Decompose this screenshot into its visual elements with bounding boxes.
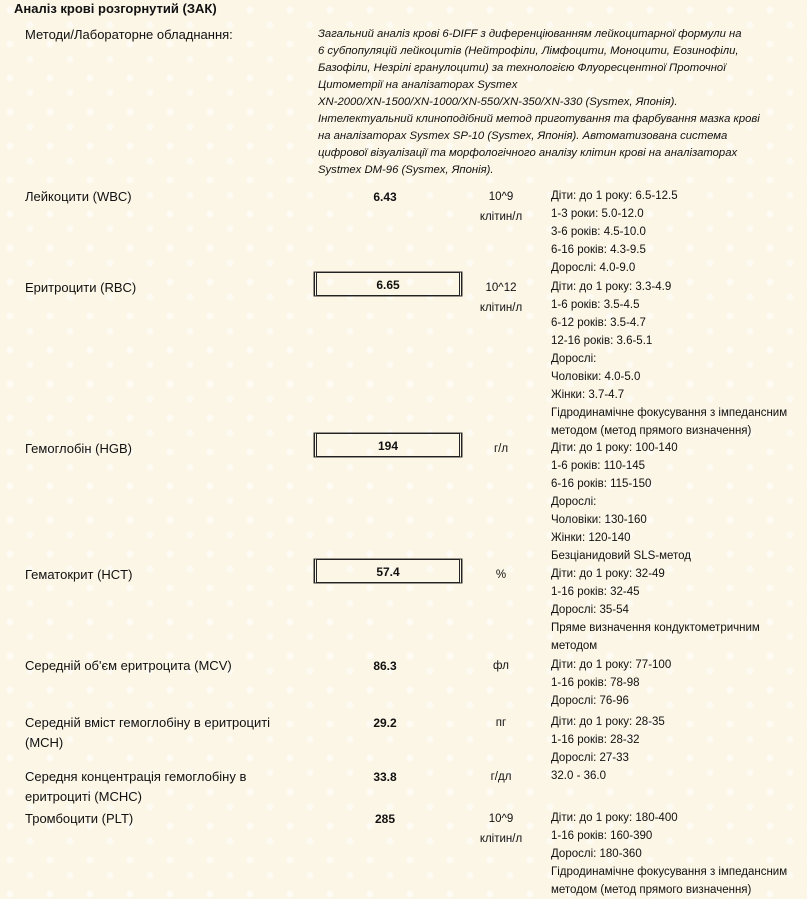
test-name: Еритроцити (RBC)	[25, 280, 137, 295]
reference-line: 1-16 років: 78-98	[551, 677, 640, 689]
reference-line: Пряме визначення кондуктометричним	[551, 622, 760, 634]
reference-line: 1-6 років: 110-145	[551, 460, 646, 472]
methods-description	[318, 26, 798, 179]
methods-line: Systmex DM-96 (Sysmex, Японія).	[318, 164, 494, 176]
reference-line: 1-3 роки: 5.0-12.0	[551, 208, 644, 220]
unit-line: клітин/л	[479, 302, 523, 314]
methods-line: XN-2000/XN-1500/XN-1000/XN-550/XN-350/XN-330 (Sysmex, Японія).	[318, 96, 678, 108]
reference-line: Дорослі: 35-54	[551, 604, 629, 616]
reference-line: Гідродинамічне фокусування з імпедансним	[551, 866, 788, 878]
methods-line: Цитометрії на аналізаторах Sysmex	[318, 79, 518, 91]
reference-line: Жінки: 120-140	[551, 532, 631, 544]
methods-line: Базофіли, Незрілі гранулоцити) за технологією Флуоресцентної Проточної	[318, 62, 726, 74]
methods-label: Методи/Лабораторне обладнання:	[25, 27, 233, 42]
reference-line: 6-16 років: 4.3-9.5	[551, 244, 646, 256]
test-name: Середній вміст гемоглобіну в еритроциті (MCH)	[25, 715, 271, 750]
reference-line: Діти: до 1 року: 180-400	[551, 812, 678, 824]
test-value: 6.43	[373, 190, 397, 204]
methods-line: Інтелектуальний клиноподібний метод приготування та фарбування мазка крові	[318, 113, 760, 125]
reference-line: 1-6 років: 3.5-4.5	[551, 299, 640, 311]
reference-line: Чоловіки: 130-160	[551, 514, 647, 526]
reference-line: Діти: до 1 року: 3.3-4.9	[551, 281, 672, 293]
test-name: Тромбоцити (PLT)	[25, 811, 134, 826]
unit-line: г/л	[493, 443, 509, 455]
test-name: Лейкоцити (WBC)	[25, 189, 132, 204]
reference-line: Жінки: 3.7-4.7	[551, 389, 625, 401]
test-unit	[476, 278, 526, 318]
reference-line: 3-6 років: 4.5-10.0	[551, 226, 646, 238]
test-value-flagged: 6.65	[314, 272, 462, 296]
reference-line: 32.0 - 36.0	[551, 770, 606, 782]
reference-ranges	[551, 565, 806, 655]
reference-line: методом (метод прямого визначення)	[551, 884, 752, 896]
reference-line: Гідродинамічне фокусування з імпедансним	[551, 407, 788, 419]
reference-line: 12-16 років: 3.6-5.1	[551, 335, 653, 347]
methods-line: 6 субпопуляцій лейкоцитів (Нейтрофіли, Лімфоцити, Моноцити, Еозинофіли,	[318, 45, 739, 57]
reference-ranges	[551, 187, 806, 277]
unit-line: пг	[495, 717, 507, 729]
test-value-flagged: 57.4	[314, 559, 462, 583]
reference-ranges	[551, 278, 806, 440]
reference-line: Діти: до 1 року: 32-49	[551, 568, 665, 580]
methods-line: Загальний аналіз крові 6-DIFF з диференціюванням лейкоцитарної формули на	[318, 28, 742, 40]
reference-line: Дорослі: 4.0-9.0	[551, 262, 636, 274]
reference-line: Діти: до 1 року: 100-140	[551, 442, 678, 454]
test-name: Середня концентрація гемоглобіну в еритроциті (MCHC)	[25, 769, 247, 804]
test-value: 29.2	[373, 716, 397, 730]
test-unit	[476, 187, 526, 227]
test-name: Гемоглобін (HGB)	[25, 441, 132, 456]
reference-line: Діти: до 1 року: 77-100	[551, 659, 672, 671]
unit-line: фл	[493, 660, 509, 672]
methods-line: на аналізаторах Sysmex SP-10 (Sysmex, Японія). Автоматизована система	[318, 130, 728, 142]
reference-line: 1-16 років: 28-32	[551, 734, 640, 746]
test-value: 86.3	[373, 659, 397, 673]
reference-line: Дорослі: 76-96	[551, 695, 629, 707]
reference-line: Безціанидовий SLS-метод	[551, 550, 692, 562]
reference-ranges	[551, 713, 806, 767]
reference-line: Діти: до 1 року: 6.5-12.5	[551, 190, 678, 202]
test-name: Середній об'єм еритроцита (MCV)	[25, 658, 232, 673]
test-unit	[476, 656, 526, 676]
reference-line: Дорослі:	[551, 353, 597, 365]
test-unit	[476, 439, 526, 459]
reference-line: 6-12 років: 3.5-4.7	[551, 317, 646, 329]
unit-line: 10^9	[488, 813, 514, 825]
reference-line: 1-16 років: 32-45	[551, 586, 640, 598]
unit-line: 10^12	[485, 282, 517, 294]
reference-ranges	[551, 809, 806, 899]
unit-line: %	[495, 569, 507, 581]
reference-line: методом (метод прямого визначення)	[551, 425, 752, 437]
unit-line: г/дл	[490, 771, 512, 783]
reference-line: Діти: до 1 року: 28-35	[551, 716, 665, 728]
unit-line: клітин/л	[479, 211, 523, 223]
reference-line: Дорослі: 27-33	[551, 752, 629, 764]
test-unit	[476, 767, 526, 787]
unit-line: клітин/л	[479, 833, 523, 845]
reference-line: Дорослі:	[551, 496, 597, 508]
reference-line: Дорослі: 180-360	[551, 848, 642, 860]
unit-line: 10^9	[488, 191, 514, 203]
test-unit	[476, 809, 526, 849]
reference-line: 6-16 років: 115-150	[551, 478, 652, 490]
test-unit	[476, 713, 526, 733]
reference-line: 1-16 років: 160-390	[551, 830, 653, 842]
reference-ranges	[551, 656, 806, 710]
section-title: Аналіз крові розгорнутий (ЗАК)	[14, 1, 217, 16]
reference-line: методом	[551, 640, 598, 652]
reference-line: Чоловіки: 4.0-5.0	[551, 371, 641, 383]
reference-ranges	[551, 767, 806, 785]
methods-line: цифрової візуалізації та морфологічного аналізу клітин крові на аналізаторах	[318, 147, 738, 159]
test-unit	[476, 565, 526, 585]
reference-ranges	[551, 439, 806, 565]
test-value: 285	[374, 812, 396, 826]
test-name: Гематокрит (HCT)	[25, 567, 133, 582]
test-value-flagged: 194	[314, 433, 462, 457]
test-value: 33.8	[373, 770, 397, 784]
